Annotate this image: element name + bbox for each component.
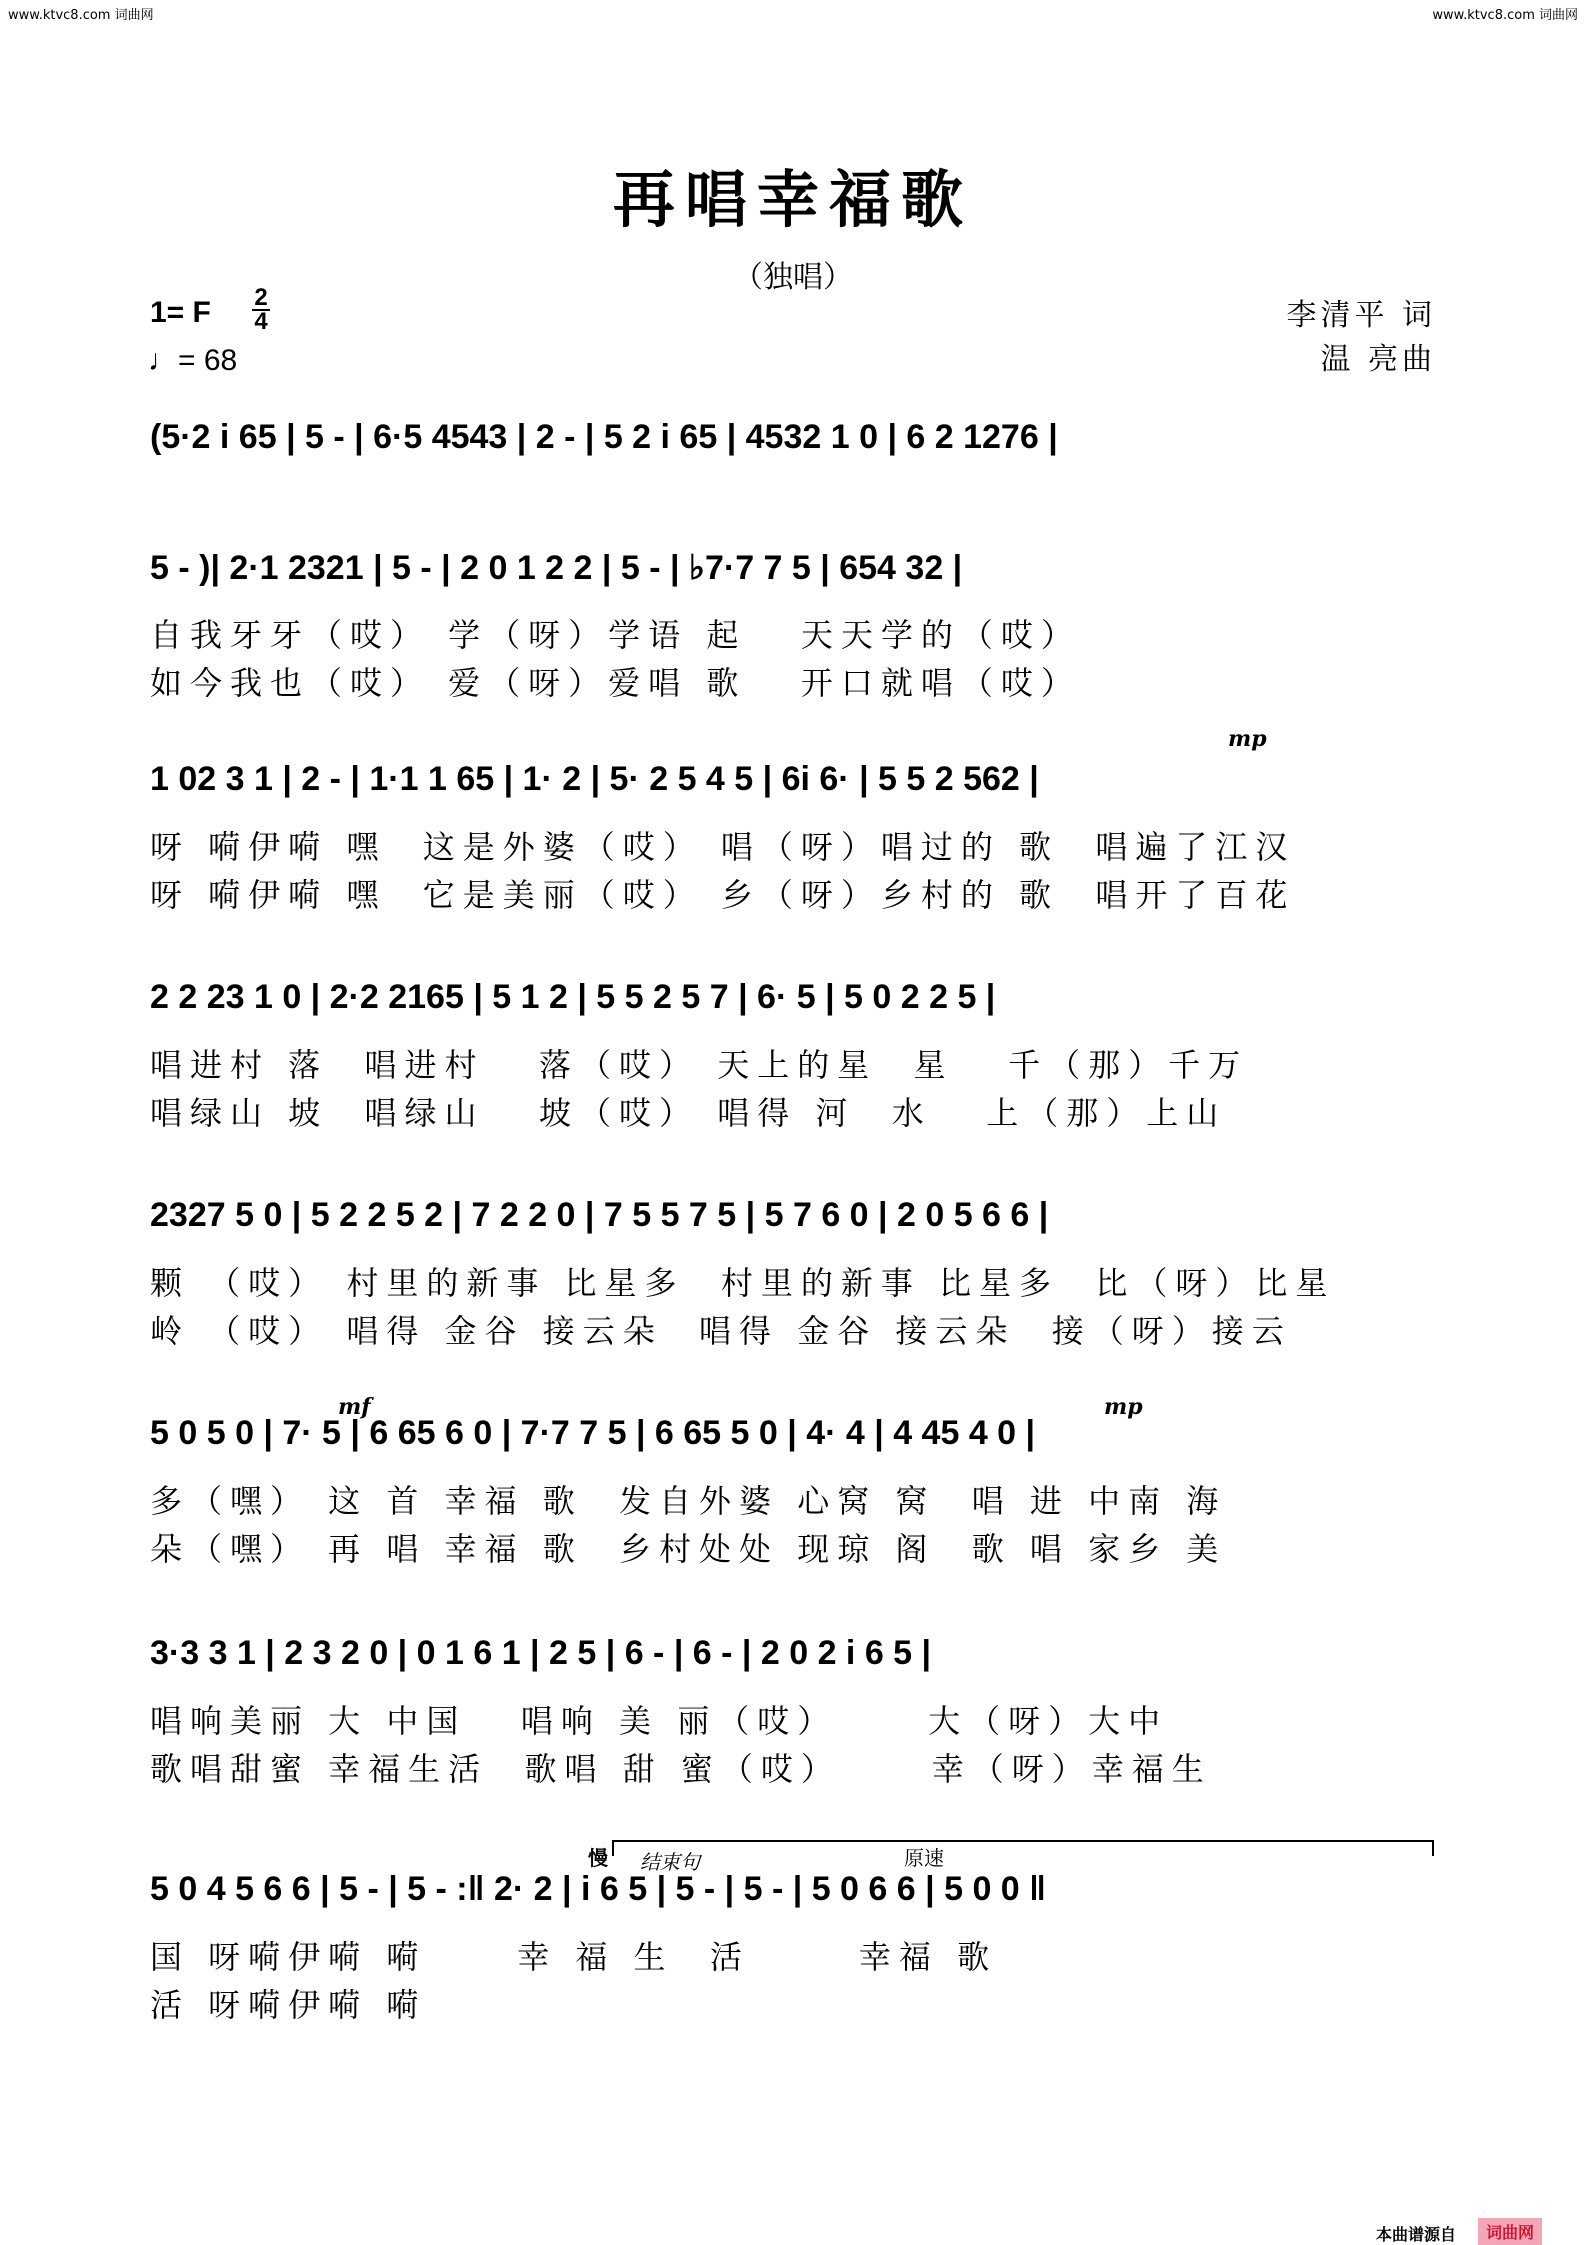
- lyric-verse1-line-3: 呀 嗬伊嗬 嘿 这是外婆（哎） 唱（呀）唱过的 歌 唱遍了江汉: [150, 828, 1296, 866]
- footer-source: 本曲谱源自: [1376, 2225, 1457, 2244]
- song-subtitle: （独唱）: [733, 260, 853, 295]
- dynamic-mp-2: mp: [1104, 1394, 1143, 1420]
- lyric-verse1-line-4: 唱进村 落 唱进村 落（哎） 天上的星 星 千（那）千万: [150, 1046, 1249, 1084]
- notation-line-1: (5·2 i 65 | 5 - | 6·5 4543 | 2 - | 5 2 i 65 | 4532 1 0 | 6 2 1276 |: [150, 418, 1058, 456]
- lyric-verse2-line-3: 呀 嗬伊嗬 嘿 它是美丽（哎） 乡（呀）乡村的 歌 唱开了百花: [150, 876, 1296, 914]
- time-bottom: 4: [254, 308, 268, 335]
- lyric-verse1-line-5: 颗 （哎） 村里的新事 比星多 村里的新事 比星多 比（呀）比星: [150, 1264, 1336, 1302]
- ending-bracket: [612, 1840, 1434, 1856]
- notation-line-3: 1 02 3 1 | 2 - | 1·1 1 65 | 1· 2 | 5· 2 5 4 5 | 6i 6· | 5 5 2 562 |: [150, 760, 1039, 798]
- lyric-verse2-line-2: 如今我也（哎） 爱（呀）爱唱 歌 开口就唱（哎）: [150, 664, 1081, 702]
- song-title: 再唱幸福歌: [612, 163, 973, 236]
- lyric-verse1-line-8: 国 呀嗬伊嗬 嗬 幸 福 生 活 幸福 歌: [150, 1938, 998, 1976]
- original-tempo: 原速: [904, 1848, 944, 1870]
- dynamic-mp-1: mp: [1228, 726, 1267, 752]
- time-top: 2: [254, 284, 268, 311]
- footer-logo: 词曲网: [1478, 2218, 1542, 2245]
- dynamic-mf: mf: [338, 1394, 371, 1420]
- time-signature: [252, 284, 270, 335]
- notation-line-7: 3·3 3 1 | 2 3 2 0 | 0 1 6 1 | 2 5 | 6 - | 6 - | 2 0 2 i 6 5 |: [150, 1634, 932, 1672]
- lyric-verse2-line-8: 活 呀嗬伊嗬 嗬: [150, 1986, 427, 2024]
- watermark-right: www.ktvc8.com 词曲网: [1432, 8, 1578, 23]
- lyricist-credit: 李清平 词: [1286, 298, 1436, 333]
- lyric-verse1-line-6: 多（嘿） 这 首 幸福 歌 发自外婆 心窝 窝 唱 进 中南 海: [150, 1482, 1227, 1520]
- notation-line-8: 5 0 4 5 6 6 | 5 - | 5 - :‖ 2· 2 | i 6 5 | 5 - | 5 - | 5 0 6 6 | 5 0 0 ‖: [150, 1870, 1047, 1908]
- notation-line-2: 5 - )| 2·1 2321 | 5 - | 2 0 1 2 2 | 5 - | ♭7·7 7 5 | 654 32 |: [150, 549, 963, 587]
- notation-line-6: 5 0 5 0 | 7· 5 | 6 65 6 0 | 7·7 7 5 | 6 65 5 0 | 4· 4 | 4 45 4 0 |: [150, 1414, 1036, 1452]
- lyric-verse2-line-6: 朵（嘿） 再 唱 幸福 歌 乡村处处 现琼 阁 歌 唱 家乡 美: [150, 1530, 1227, 1568]
- composer-credit: 温 亮曲: [1320, 342, 1436, 377]
- notation-line-5: 2327 5 0 | 5 2 2 5 2 | 7 2 2 0 | 7 5 5 7 5 | 5 7 6 0 | 2 0 5 6 6 |: [150, 1196, 1049, 1234]
- ending-label: 结束句: [640, 1852, 700, 1874]
- lyric-verse1-line-7: 唱响美丽 大 中国 唱响 美 丽（哎） 大（呀）大中: [150, 1702, 1169, 1740]
- tempo-marking: ♩= 68: [148, 344, 238, 377]
- watermark-left: www.ktvc8.com 词曲网: [8, 8, 154, 23]
- lyric-verse2-line-7: 歌唱甜蜜 幸福生活 歌唱 甜 蜜（哎） 幸（呀）幸福生: [150, 1750, 1212, 1788]
- key-signature: 1= F: [150, 296, 211, 329]
- lyric-verse2-line-5: 岭 （哎） 唱得 金谷 接云朵 唱得 金谷 接云朵 接（呀）接云: [150, 1312, 1292, 1350]
- slow-marking: 慢: [588, 1848, 608, 1870]
- notation-line-4: 2 2 23 1 0 | 2·2 2165 | 5 1 2 | 5 5 2 5 7 | 6· 5 | 5 0 2 2 5 |: [150, 978, 996, 1016]
- lyric-verse2-line-4: 唱绿山 坡 唱绿山 坡（哎） 唱得 河 水 上（那）上山: [150, 1094, 1227, 1132]
- lyric-verse1-line-2: 自我牙牙（哎） 学（呀）学语 起 天天学的（哎）: [150, 616, 1081, 654]
